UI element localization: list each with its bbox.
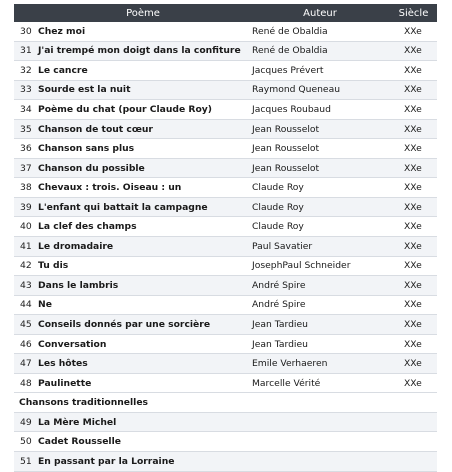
author-name: JosephPaul Schneider — [250, 256, 390, 276]
century-value: XXe — [390, 61, 437, 81]
poem-title-link[interactable]: Chanson du possible — [36, 158, 250, 178]
poem-table — [14, 4, 437, 472]
author-name: Jean Rousselot — [250, 139, 390, 159]
author-name: Paul Savatier — [250, 237, 390, 257]
table-body — [14, 22, 437, 471]
poem-title-link[interactable]: Les hôtes — [36, 354, 250, 374]
author-name: Jean Tardieu — [250, 334, 390, 354]
poem-title-link[interactable]: Chanson sans plus — [36, 139, 250, 159]
header-century[interactable]: Siècle — [390, 4, 437, 22]
century-value: XXe — [390, 217, 437, 237]
row-number: 36 — [14, 139, 36, 159]
century-value: XXe — [390, 237, 437, 257]
century-value: XXe — [390, 139, 437, 159]
century-value: XXe — [390, 80, 437, 100]
century-value: XXe — [390, 295, 437, 315]
row-number: 35 — [14, 119, 36, 139]
poem-title-link[interactable]: J'ai trempé mon doigt dans la confiture — [36, 41, 250, 61]
row-number: 44 — [14, 295, 36, 315]
table-row[interactable] — [14, 139, 437, 159]
table-row[interactable] — [14, 256, 437, 276]
poem-title-link[interactable]: L'enfant qui battait la campagne — [36, 197, 250, 217]
poem-title-link[interactable]: Dans le lambris — [36, 276, 250, 296]
table-row[interactable] — [14, 100, 437, 120]
author-name: Raymond Queneau — [250, 80, 390, 100]
table-row[interactable] — [14, 41, 437, 61]
century-value: XXe — [390, 178, 437, 198]
century-value: XXe — [390, 197, 437, 217]
century-value: XXe — [390, 315, 437, 335]
author-name: René de Obaldia — [250, 22, 390, 41]
poem-title-link[interactable]: La clef des champs — [36, 217, 250, 237]
row-number: 50 — [14, 432, 36, 452]
header-poem[interactable]: Poème — [36, 4, 250, 22]
poem-table-container — [14, 4, 437, 472]
row-number: 42 — [14, 256, 36, 276]
header-author[interactable]: Auteur — [250, 4, 390, 22]
table-row[interactable] — [14, 178, 437, 198]
table-row[interactable] — [14, 119, 437, 139]
author-name: Jean Rousselot — [250, 119, 390, 139]
poem-title-link[interactable]: Chevaux : trois. Oiseau : un — [36, 178, 250, 198]
poem-title-link[interactable]: Le cancre — [36, 61, 250, 81]
century-value: XXe — [390, 334, 437, 354]
row-number: 48 — [14, 373, 36, 393]
table-row[interactable] — [14, 412, 437, 432]
row-number: 39 — [14, 197, 36, 217]
author-name: André Spire — [250, 276, 390, 296]
author-name: Marcelle Vérité — [250, 373, 390, 393]
row-number: 43 — [14, 276, 36, 296]
table-row[interactable] — [14, 61, 437, 81]
author-name: René de Obaldia — [250, 41, 390, 61]
author-name: Jean Tardieu — [250, 315, 390, 335]
row-number: 34 — [14, 100, 36, 120]
row-number: 46 — [14, 334, 36, 354]
century-value: XXe — [390, 41, 437, 61]
row-number: 38 — [14, 178, 36, 198]
table-row[interactable] — [14, 80, 437, 100]
century-value: XXe — [390, 119, 437, 139]
row-number: 40 — [14, 217, 36, 237]
author-name: André Spire — [250, 295, 390, 315]
century-value: XXe — [390, 256, 437, 276]
century-value: XXe — [390, 100, 437, 120]
poem-title-link[interactable]: Chez moi — [36, 22, 250, 41]
author-name: Claude Roy — [250, 178, 390, 198]
century-value: XXe — [390, 22, 437, 41]
section-header-row — [14, 393, 437, 413]
table-row[interactable] — [14, 452, 437, 472]
author-name: Emile Verhaeren — [250, 354, 390, 374]
poem-title-link[interactable]: Conversation — [36, 334, 250, 354]
poem-title-link[interactable]: Conseils donnés par une sorcière — [36, 315, 250, 335]
table-row[interactable] — [14, 276, 437, 296]
poem-title-link[interactable]: En passant par la Lorraine — [36, 452, 437, 472]
table-row[interactable] — [14, 22, 437, 41]
poem-title-link[interactable]: Poème du chat (pour Claude Roy) — [36, 100, 250, 120]
section-title: Chansons traditionnelles — [14, 393, 437, 413]
author-name: Jacques Roubaud — [250, 100, 390, 120]
century-value: XXe — [390, 354, 437, 374]
century-value: XXe — [390, 276, 437, 296]
table-row[interactable] — [14, 354, 437, 374]
row-number: 51 — [14, 452, 36, 472]
author-name: Jacques Prévert — [250, 61, 390, 81]
row-number: 47 — [14, 354, 36, 374]
table-row[interactable] — [14, 432, 437, 452]
poem-title-link[interactable]: La Mère Michel — [36, 412, 437, 432]
row-number: 37 — [14, 158, 36, 178]
century-value: XXe — [390, 373, 437, 393]
row-number: 45 — [14, 315, 36, 335]
table-row[interactable] — [14, 373, 437, 393]
row-number: 30 — [14, 22, 36, 41]
table-row[interactable] — [14, 237, 437, 257]
poem-title-link[interactable]: Tu dis — [36, 256, 250, 276]
table-row[interactable] — [14, 158, 437, 178]
poem-title-link[interactable]: Le dromadaire — [36, 237, 250, 257]
table-row[interactable] — [14, 295, 437, 315]
author-name: Claude Roy — [250, 217, 390, 237]
century-value: XXe — [390, 158, 437, 178]
table-row[interactable] — [14, 334, 437, 354]
author-name: Claude Roy — [250, 197, 390, 217]
row-number: 32 — [14, 61, 36, 81]
row-number: 33 — [14, 80, 36, 100]
row-number: 49 — [14, 412, 36, 432]
table-header-row — [14, 4, 437, 22]
poem-title-link[interactable]: Chanson de tout cœur — [36, 119, 250, 139]
header-num — [14, 4, 36, 22]
poem-title-link[interactable]: Sourde est la nuit — [36, 80, 250, 100]
row-number: 31 — [14, 41, 36, 61]
poem-title-link[interactable]: Ne — [36, 295, 250, 315]
table-row[interactable] — [14, 197, 437, 217]
table-row[interactable] — [14, 315, 437, 335]
poem-title-link[interactable]: Cadet Rousselle — [36, 432, 437, 452]
row-number: 41 — [14, 237, 36, 257]
table-row[interactable] — [14, 217, 437, 237]
poem-title-link[interactable]: Paulinette — [36, 373, 250, 393]
author-name: Jean Rousselot — [250, 158, 390, 178]
